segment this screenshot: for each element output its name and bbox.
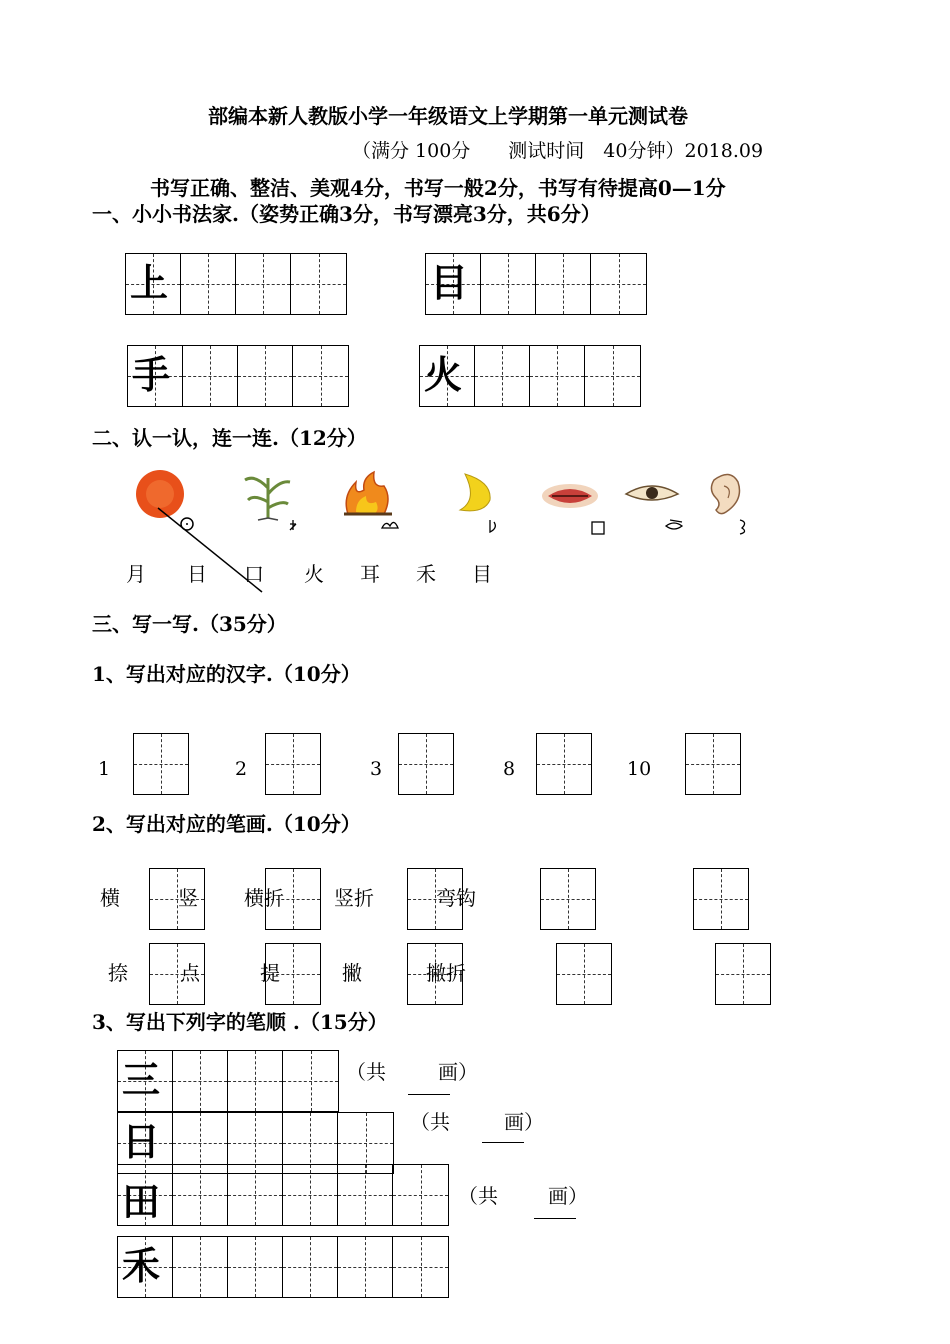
practice-row-huo[interactable] <box>419 345 641 407</box>
model-char: 日 <box>122 1119 161 1164</box>
model-char: 田 <box>122 1179 161 1224</box>
q1-number: 1 <box>98 758 111 780</box>
answer-box[interactable] <box>398 733 454 795</box>
answer-box[interactable] <box>540 868 596 930</box>
q1-number: 2 <box>235 758 248 780</box>
section2-heading: 二、认一认，连一连.（12分） <box>92 426 367 450</box>
model-char: 目 <box>430 260 469 305</box>
model-char: 手 <box>132 352 171 397</box>
answer-box[interactable] <box>556 943 612 1005</box>
stroke-name: 提 <box>260 961 280 985</box>
model-char: 上 <box>130 260 169 305</box>
match-word[interactable]: 月 <box>126 562 146 586</box>
answer-box[interactable] <box>265 733 321 795</box>
stroke-name: 撇折 <box>426 961 466 985</box>
pictograph-strip <box>130 470 790 595</box>
match-word[interactable]: 目 <box>472 562 492 586</box>
stroke-name: 横 <box>100 886 120 910</box>
stroke-count-open: （共 <box>458 1184 498 1208</box>
stroke-count-open: （共 <box>346 1060 386 1084</box>
stroke-name: 弯钩 <box>436 886 476 910</box>
stroke-name: 横折 <box>244 886 284 910</box>
stroke-count-blank[interactable] <box>534 1218 576 1219</box>
answer-box[interactable] <box>693 868 749 930</box>
match-word[interactable]: 日 <box>187 562 207 586</box>
model-char: 禾 <box>122 1243 161 1288</box>
answer-box[interactable] <box>536 733 592 795</box>
scoring-note: 书写正确、整洁、美观4分，书写一般2分，书写有待提高0—1分 <box>150 176 726 200</box>
answer-box[interactable] <box>715 943 771 1005</box>
eye-icon <box>626 486 682 529</box>
stroke-name: 竖 <box>178 886 198 910</box>
stroke-count-close: 画） <box>548 1184 588 1208</box>
stroke-count-blank[interactable] <box>482 1142 524 1143</box>
model-char: 三 <box>122 1057 161 1102</box>
stroke-name: 撇 <box>342 961 362 985</box>
section3-heading: 三、写一写.（35分） <box>92 612 287 636</box>
grain-plant-icon <box>245 478 296 530</box>
stroke-name: 捺 <box>108 961 128 985</box>
mouth-icon <box>542 484 604 534</box>
stroke-order-row-san[interactable] <box>117 1050 339 1112</box>
q1-heading: 1、写出对应的汉字.（10分） <box>92 662 361 686</box>
page-subtitle: （满分 100分 测试时间 40分钟）2018.09 <box>352 140 764 162</box>
stroke-count-blank[interactable] <box>408 1094 450 1095</box>
q1-number: 8 <box>503 758 516 780</box>
match-word[interactable]: 口 <box>244 562 264 586</box>
stroke-count-open: （共 <box>410 1110 450 1134</box>
stroke-order-row-tian[interactable] <box>117 1164 449 1226</box>
q1-number: 3 <box>370 758 383 780</box>
q3-heading: 3、写出下列字的笔顺 .（15分） <box>92 1010 388 1034</box>
fire-icon <box>344 472 398 528</box>
stroke-order-row-he[interactable] <box>117 1236 449 1298</box>
match-word[interactable]: 火 <box>304 562 324 586</box>
page-title: 部编本新人教版小学一年级语文上学期第一单元测试卷 <box>208 104 688 128</box>
practice-row-shang[interactable] <box>125 253 347 315</box>
practice-row-shou[interactable] <box>127 345 349 407</box>
practice-row-mu[interactable] <box>425 253 647 315</box>
answer-box[interactable] <box>133 733 189 795</box>
sun-icon <box>136 470 193 530</box>
q2-heading: 2、写出对应的笔画.（10分） <box>92 812 361 836</box>
q1-number: 10 <box>627 758 652 780</box>
model-char: 火 <box>424 352 463 397</box>
stroke-name: 竖折 <box>334 886 374 910</box>
moon-icon <box>460 474 495 532</box>
stroke-name: 点 <box>180 961 200 985</box>
answer-box[interactable] <box>685 733 741 795</box>
match-word[interactable]: 禾 <box>416 562 436 586</box>
stroke-count-close: 画） <box>438 1060 478 1084</box>
section1-heading: 一、小小书法家.（姿势正确3分，书写漂亮3分，共6分） <box>92 202 601 226</box>
stroke-count-close: 画） <box>504 1110 544 1134</box>
match-word[interactable]: 耳 <box>360 562 380 586</box>
ear-icon <box>711 474 744 534</box>
